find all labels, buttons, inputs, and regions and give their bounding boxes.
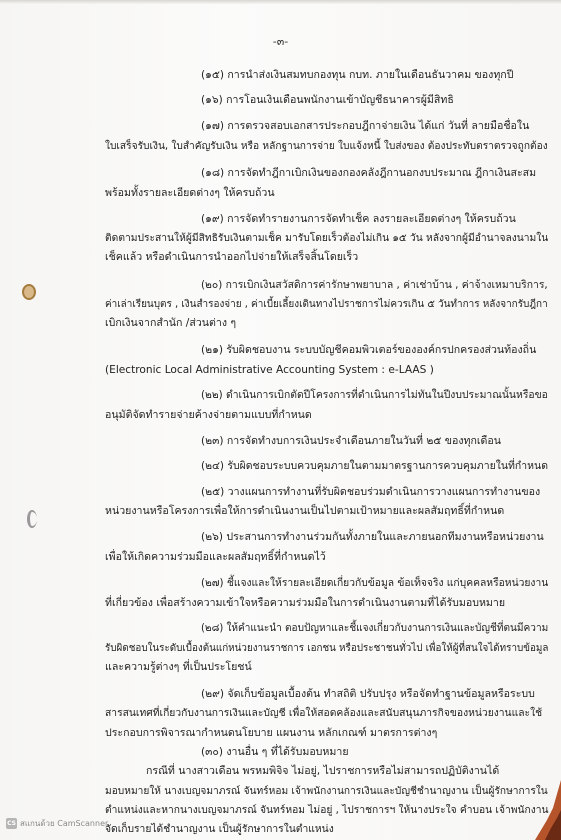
text-line: กรณีที่ นางสาวเดือน พรหมพิจิจ ไม่อยู่, ไปราชการหรือไม่สามารถปฏิบัติงานได้ [146,765,500,777]
page-top-edge [0,0,561,4]
page-corner-shadow [535,780,561,840]
text-line: (๑๙) การจัดทำรายงานการจัดทำเช็ค ลงรายละเอียดต่างๆ ให้ครบถ้วน [201,213,516,225]
text-line: (๒๙) จัดเก็บข้อมูลเบื้องต้น ทำสถิติ ปรับปรุง หรือจัดทำฐานข้อมูลหรือระบบ [201,688,535,700]
text-line: หน่วยงานหรือโครงการเพื่อให้การดำเนินงานเป็นไปตามเป้าหมายและผลสัมฤทธิ์ที่กำหนด [105,505,505,517]
text-line: สารสนเทศที่เกี่ยวกับงานการเงินและบัญชี เพื่อให้สอดคล้องและสนับสนุนภารกิจของหน่วยงานและใช้ [105,707,543,719]
text-line: จัดเก็บรายได้ชำนาญงาน เป็นผู้รักษาการในตำแหน่ง [105,823,334,835]
text-line: (๒๕) วางแผนการทำงานที่รับผิดชอบร่วมดำเนินการวางแผนการทำงานของ [201,486,541,498]
punch-hole-mark [22,284,36,300]
scanner-watermark-text: สแกนด้วย CamScanner [20,819,109,828]
text-line: ติดตามประสานให้ผู้มีสิทธิรับเงินตามเช็ค มารับโดยเร็วต้องไม่เกิน ๑๕ วัน หลังจากผู้มีอำนาจลงนามใน [105,232,549,244]
text-line: เพื่อให้เกิดความร่วมมือและผลสัมฤทธิ์ที่กำหนดไว้ [105,551,326,563]
text-line: (๒๖) ประสานการทำงานร่วมกันทั้งภายในและภายนอกทีมงานหรือหน่วยงาน [201,531,544,543]
text-line: ที่เกี่ยวข้อง เพื่อสร้างความเข้าใจหรือความร่วมมือในการดำเนินงานตามที่ได้รับมอบหมาย [105,597,506,609]
text-line: (Electronic Local Administrative Accounting System : e-LAAS ) [105,364,434,376]
text-line: ค่าเล่าเรียนบุตร , เงินสำรองจ่าย , ค่าเบี้ยเลี้ยงเดินทางไปราชการไม่ควรเกิน ๕ วันทำการ หลังจากรับฎีกา [105,298,548,310]
text-line: ประกอบการพิจารณากำหนดนโยบาย แผนงาน หลักเกณฑ์ มาตรการต่างๆ [105,727,438,739]
text-line: (๑๕) การนำส่งเงินสมทบกองทุน กบท. ภายในเดือนธันวาคม ของทุกปี [201,69,514,81]
text-line: (๑๗) การตรวจสอบเอกสารประกอบฎีกาจ่ายเงิน ได้แก่ วันที่ ลายมือชื่อใน [201,120,530,132]
text-line: (๒๑) รับผิดชอบงาน ระบบบัญชีคอมพิวเตอร์ขององค์กรปกครองส่วนท้องถิ่น [201,344,537,356]
text-line: รับผิดชอบในระดับเบื้องต้นแก่หน่วยงานราชการ เอกชน หรือประชาชนทั่วไป เพื่อให้ผู้ที่สนใจได้ทราบข้อมูล [105,642,549,654]
text-line: (๑๘) การจัดทำฎีกาเบิกเงินของกองคลังฎีกานอกงบประมาณ ฎีกาเงินสะสม [201,167,537,179]
text-line: (๒๐) การเบิกเงินสวัสดิการค่ารักษาพยาบาล , ค่าเช่าบ้าน , ค่าจ้างเหมาบริการ, [201,279,548,291]
page-number: -๓- [272,35,289,48]
text-line: พร้อมทั้งรายละเอียดต่างๆ ให้ครบถ้วน [105,187,275,199]
punch-hole-mark [27,510,37,528]
camscanner-logo-icon: CS [7,820,16,827]
text-line: (๓๐) งานอื่น ๆ ที่ได้รับมอบหมาย [201,746,349,758]
text-line: (๒๓) การจัดทำงบการเงินประจำเดือนภายในวันที่ ๒๕ ของทุกเดือน [201,435,502,447]
text-line: อนุมัติจัดทำรายจ่ายค้างจ่ายตามแบบที่กำหนด [105,409,312,421]
text-line: เบิกเงินจากสำนัก /ส่วนต่าง ๆ [105,317,237,329]
text-line: (๒๘) ให้คำแนะนำ ตอบปัญหาและชี้แจงเกี่ยวกับงานการเงินและบัญชีที่ตนมีความ [201,622,549,634]
text-line: ใบเสร็จรับเงิน, ใบสำคัญรับเงิน หรือ หลักฐานการจ่าย ใบแจ้งหนี้ ใบส่งของ ต้องประทับตราตรวจถูกต้อง [105,140,548,152]
text-line: มอบหมายให้ นางเบญจมาภรณ์ จันทร์หอม เจ้าพนักงานการเงินและบัญชีชำนาญงาน เป็นผู้รักษาการใน [105,785,548,797]
text-line: (๑๖) การโอนเงินเดือนพนักงานเข้าบัญชีธนาคารผู้มีสิทธิ [201,94,454,106]
text-line: (๒๗) ชี้แจงและให้รายละเอียดเกี่ยวกับข้อมูล ข้อเท็จจริง แก่บุคคลหรือหน่วยงาน [201,577,549,589]
scanner-watermark [6,817,108,830]
text-line: เช็คแล้ว หรือดำเนินการนำออกไปจ่ายให้เสร็จสิ้นโดยเร็ว [105,251,359,263]
text-line: และความรู้ต่างๆ ที่เป็นประโยชน์ [105,661,252,673]
text-line: (๒๒) ดำเนินการเบิกตัดปีโครงการที่ดำเนินการไม่ทันในปีงบประมาณนั้นหรือขอ [201,389,548,401]
text-line: ตำแหน่งและหากนางเบญจมาภรณ์ จันทร์หอม ไม่อยู่ , ไปราชการฯ ให้นางประใจ คำบอน เจ้าพนักงาน [105,804,549,816]
text-line: (๒๔) รับผิดชอบระบบควบคุมภายในตามมาตรฐานการควบคุมภายในที่กำหนด [201,460,549,472]
